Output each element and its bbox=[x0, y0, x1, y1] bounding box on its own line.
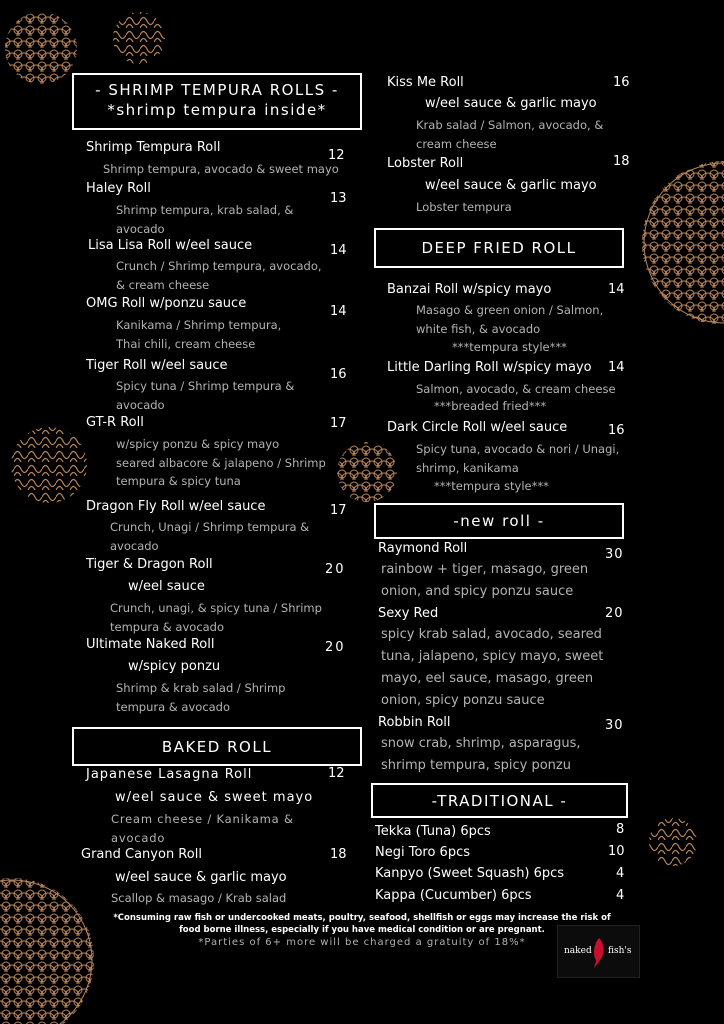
menu-item-price: 14 bbox=[608, 282, 625, 297]
menu-item-sauce: w/eel sauce & garlic mayo bbox=[425, 96, 597, 111]
menu-item-description: Spicy tuna, avocado & nori / Unagi, shrimp, kanikama bbox=[416, 442, 620, 475]
section-subtitle: *shrimp tempura inside* bbox=[107, 101, 327, 119]
menu-item-sauce: w/spicy ponzu bbox=[128, 659, 221, 674]
menu-item-price: 18 bbox=[330, 847, 347, 862]
menu-item-description: Salmon, avocado, & cream cheese bbox=[416, 382, 616, 396]
menu-item-name: Sexy Red bbox=[378, 606, 439, 621]
section-header-new-roll bbox=[374, 503, 624, 539]
menu-item-description: Crunch, unagi, & spicy tuna / Shrimp tempura & avocado bbox=[110, 601, 322, 634]
raw-food-disclaimer: *Consuming raw fish or undercooked meats, poultry, seafood, shellfish or eggs may increase the risk of food borne illness, especially if you have medical condition or are pregnant. bbox=[113, 913, 611, 935]
section-header-baked-roll bbox=[72, 727, 362, 766]
menu-item-note: ***tempura style*** bbox=[452, 340, 567, 354]
menu-item-description: Shrimp & krab salad / Shrimp tempura & avocado bbox=[116, 681, 286, 714]
menu-item-description: w/spicy ponzu & spicy mayo seared albacore & jalapeno / Shrimp tempura & spicy tuna bbox=[116, 437, 326, 488]
restaurant-logo bbox=[557, 925, 640, 978]
menu-item-name: OMG Roll w/ponzu sauce bbox=[86, 296, 247, 311]
pattern-circle-top-small bbox=[113, 12, 165, 64]
menu-item-price: 30 bbox=[605, 718, 624, 733]
menu-item-name: Tiger Roll w/eel sauce bbox=[86, 358, 228, 373]
logo-text-left: naked bbox=[564, 946, 592, 956]
menu-item-name: Tiger & Dragon Roll bbox=[86, 557, 213, 572]
menu-item-description: Lobster tempura bbox=[416, 200, 512, 214]
menu-item-description: Spicy tuna / Shrimp tempura & avocado bbox=[116, 379, 295, 412]
menu-item-description: Shrimp tempura, krab salad, & avocado bbox=[116, 203, 294, 236]
menu-item-name: Lobster Roll bbox=[387, 156, 464, 171]
menu-item-description: snow crab, shrimp, asparagus, shrimp tempura, spicy ponzu bbox=[381, 736, 581, 773]
menu-item-note: ***tempura style*** bbox=[434, 479, 549, 493]
menu-item-name: Ultimate Naked Roll bbox=[86, 637, 215, 652]
section-title: -new roll - bbox=[453, 512, 545, 530]
menu-item-price: 12 bbox=[328, 148, 345, 163]
menu-item-price: 8 bbox=[616, 822, 625, 837]
menu-item-description: Crunch / Shrimp tempura, avocado, & cream cheese bbox=[116, 259, 322, 292]
menu-item-price: 20 bbox=[325, 562, 346, 577]
menu-item-price: 16 bbox=[613, 75, 630, 90]
menu-item-note: ***breaded fried*** bbox=[434, 399, 547, 413]
section-header-deep-fried-roll bbox=[374, 228, 624, 268]
menu-item-name: Lisa Lisa Roll w/eel sauce bbox=[88, 238, 253, 253]
menu-item-name: Robbin Roll bbox=[378, 715, 451, 730]
menu-item-description: Kanikama / Shrimp tempura, Thai chili, cream cheese bbox=[116, 318, 282, 351]
menu-item-price: 4 bbox=[616, 866, 625, 881]
menu-item-name: Kiss Me Roll bbox=[387, 75, 464, 90]
menu-item-price: 14 bbox=[330, 243, 347, 258]
pattern-circle-top-left bbox=[5, 12, 77, 84]
section-header-traditional bbox=[371, 783, 628, 818]
menu-item-name: Banzai Roll w/spicy mayo bbox=[387, 282, 552, 297]
pattern-circle-left-mid bbox=[11, 427, 87, 503]
menu-item-price: 17 bbox=[330, 416, 347, 431]
menu-item-price: 4 bbox=[616, 888, 625, 903]
menu-item-sauce: w/eel sauce & garlic mayo bbox=[425, 178, 597, 193]
menu-item-description: Masago & green onion / Salmon, white fish, & avocado bbox=[416, 303, 604, 336]
pattern-circle-center-mid bbox=[337, 442, 397, 502]
menu-item-name: GT-R Roll bbox=[86, 415, 144, 430]
pattern-circle-bottom-right bbox=[649, 818, 697, 866]
menu-item-description: Cream cheese / Kanikama & avocado bbox=[111, 812, 294, 845]
menu-item-description: rainbow + tiger, masago, green onion, and spicy ponzu sauce bbox=[381, 562, 589, 599]
menu-item-description: Shrimp tempura, avocado & sweet mayo bbox=[103, 162, 339, 176]
menu-item-name: Raymond Roll bbox=[378, 541, 468, 556]
menu-item-name: Grand Canyon Roll bbox=[81, 847, 202, 862]
gratuity-note: *Parties of 6+ more will be charged a gratuity of 18%* bbox=[198, 937, 526, 948]
menu-item-name: Little Darling Roll w/spicy mayo bbox=[387, 360, 592, 375]
menu-item-name: Kanpyo (Sweet Squash) 6pcs bbox=[375, 866, 565, 881]
menu-item-price: 18 bbox=[613, 154, 630, 169]
fish-logo-icon bbox=[591, 936, 607, 970]
menu-item-name: Dragon Fly Roll w/eel sauce bbox=[86, 499, 266, 514]
menu-item-name: Haley Roll bbox=[86, 181, 151, 196]
pattern-circle-right-large bbox=[642, 161, 724, 325]
menu-item-name: Tekka (Tuna) 6pcs bbox=[375, 824, 491, 839]
section-header-shrimp-tempura-rolls bbox=[72, 73, 362, 130]
section-title: - SHRIMP TEMPURA ROLLS - bbox=[95, 81, 339, 99]
menu-item-name: Shrimp Tempura Roll bbox=[86, 140, 221, 155]
menu-item-description: spicy krab salad, avocado, seared tuna, jalapeno, spicy mayo, sweet mayo, eel sauce, masago, green onion, spicy ponzu sauce bbox=[381, 627, 604, 708]
menu-item-price: 16 bbox=[608, 423, 625, 438]
section-title: DEEP FRIED ROLL bbox=[421, 239, 577, 257]
menu-item-name: Japanese Lasagna Roll bbox=[86, 767, 253, 782]
menu-item-name: Negi Toro 6pcs bbox=[375, 845, 470, 860]
menu-item-price: 12 bbox=[328, 766, 345, 781]
menu-item-name: Kappa (Cucumber) 6pcs bbox=[375, 888, 532, 903]
menu-item-description: Scallop & masago / Krab salad bbox=[111, 891, 287, 905]
menu-item-price: 20 bbox=[605, 606, 624, 621]
menu-item-sauce: w/eel sauce & garlic mayo bbox=[115, 870, 287, 885]
section-title: BAKED ROLL bbox=[161, 738, 273, 756]
menu-item-sauce: w/eel sauce bbox=[128, 579, 205, 594]
logo-text-right: fish's bbox=[608, 946, 632, 956]
menu-item-description: Crunch, Unagi / Shrimp tempura & avocado bbox=[110, 520, 310, 553]
menu-item-description: Krab salad / Salmon, avocado, & cream cheese bbox=[416, 118, 604, 151]
menu-item-sauce: w/eel sauce & sweet mayo bbox=[115, 790, 314, 805]
menu-item-price: 30 bbox=[605, 547, 624, 562]
menu-item-price: 13 bbox=[330, 191, 347, 206]
menu-item-price: 14 bbox=[330, 304, 347, 319]
menu-item-name: Dark Circle Roll w/eel sauce bbox=[387, 420, 568, 435]
section-title: -TRADITIONAL - bbox=[431, 792, 568, 810]
menu-item-price: 16 bbox=[330, 367, 347, 382]
menu-item-price: 10 bbox=[608, 844, 625, 859]
menu-item-price: 17 bbox=[330, 503, 347, 518]
pattern-circle-bottom-left bbox=[0, 878, 94, 1024]
menu-item-price: 20 bbox=[325, 640, 346, 655]
menu-item-price: 14 bbox=[608, 360, 625, 375]
